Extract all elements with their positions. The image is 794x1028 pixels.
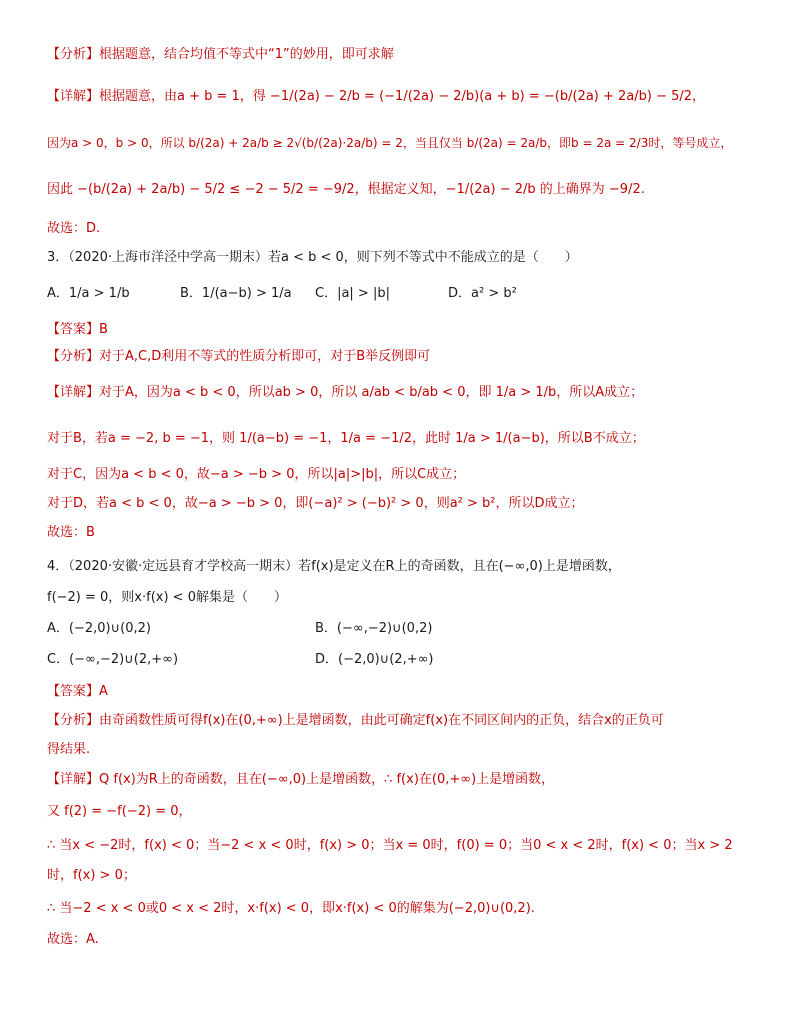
- detail-line: ∴ 当x < −2时，f(x) < 0；当−2 < x < 0时，f(x) > 0；当x = 0时，f(0) = 0；当0 < x < 2时，f(x) < 0；当x > 2: [47, 838, 733, 853]
- answer-choice-line: 故选：D.: [47, 221, 101, 236]
- answer-label: 【答案】B: [47, 322, 108, 337]
- detail-line: 对于B，若a = −2, b = −1，则 1/(a−b) = −1，1/a = −1/2，此时 1/a > 1/(a−b)，所以B不成立；: [47, 431, 645, 446]
- detail-line: 【详解】对于A，因为a < b < 0，所以ab > 0，所以 a/ab < b/ab < 0，即 1/a > 1/b，所以A成立；: [47, 385, 644, 400]
- analysis-line: 【分析】根据题意，结合均值不等式中“1”的妙用，即可求解: [47, 47, 394, 62]
- question-4-option-d: D．(−2,0)∪(2,+∞): [315, 652, 434, 667]
- question-4-option-c: C．(−∞,−2)∪(2,+∞): [47, 652, 179, 667]
- question-4-stem: f(−2) = 0，则x·f(x) < 0解集是（ ）: [47, 590, 287, 605]
- analysis-line: 得结果.: [47, 742, 91, 757]
- question-4-stem: 4．（2020·安徽·定远县育才学校高一期末）若f(x)是定义在R上的奇函数，且在(−∞,0)上是增函数，: [47, 559, 621, 574]
- answer-label: 【答案】A: [47, 684, 108, 699]
- detail-line: 时，f(x) > 0；: [47, 868, 136, 883]
- detail-line: 对于D，若a < b < 0，故−a > −b > 0，即(−a)² > (−b)² > 0，则a² > b²，所以D成立；: [47, 496, 584, 511]
- question-3-option-d: D．a² > b²: [448, 286, 517, 301]
- question-3-stem: 3．（2020·上海市洋泾中学高一期末）若a < b < 0，则下列不等式中不能成立的是（ ）: [47, 250, 578, 265]
- detail-line: 因为a > 0，b > 0，所以 b/(2a) + 2a/b ≥ 2√(b/(2a)·2a/b) = 2，当且仅当 b/(2a) = 2a/b，即b = 2a = 2/3时，等号成立，: [47, 136, 733, 150]
- detail-line: ∴ 当−2 < x < 0或0 < x < 2时，x·f(x) < 0，即x·f(x) < 0的解集为(−2,0)∪(0,2).: [47, 901, 535, 916]
- detail-line: 【详解】Q f(x)为R上的奇函数，且在(−∞,0)上是增函数，∴ f(x)在(0,+∞)上是增函数，: [47, 772, 555, 787]
- question-3-option-b: B．1/(a−b) > 1/a: [180, 286, 292, 301]
- detail-line: 又 f(2) = −f(−2) = 0，: [47, 804, 192, 819]
- detail-line: 【详解】根据题意，由a + b = 1，得 −1/(2a) − 2/b = (−1/(2a) − 2/b)(a + b) = −(b/(2a) + 2a/b) − 5/2，: [47, 89, 706, 104]
- detail-line: 对于C，因为a < b < 0，故−a > −b > 0，所以|a|>|b|，所以C成立；: [47, 467, 466, 482]
- question-3-option-a: A．1/a > 1/b: [47, 286, 130, 301]
- answer-choice-line: 故选：A.: [47, 932, 99, 947]
- answer-choice-line: 故选：B: [47, 525, 95, 540]
- detail-line: 因此 −(b/(2a) + 2a/b) − 5/2 ≤ −2 − 5/2 = −9/2，根据定义知，−1/(2a) − 2/b 的上确界为 −9/2.: [47, 182, 645, 197]
- question-4-option-a: A．(−2,0)∪(0,2): [47, 621, 151, 636]
- analysis-line: 【分析】由奇函数性质可得f(x)在(0,+∞)上是增函数，由此可确定f(x)在不同区间内的正负，结合x的正负可: [47, 713, 664, 728]
- question-3-option-c: C．|a| > |b|: [315, 286, 390, 301]
- analysis-line: 【分析】对于A,C,D利用不等式的性质分析即可，对于B举反例即可: [47, 349, 431, 364]
- question-4-option-b: B．(−∞,−2)∪(0,2): [315, 621, 433, 636]
